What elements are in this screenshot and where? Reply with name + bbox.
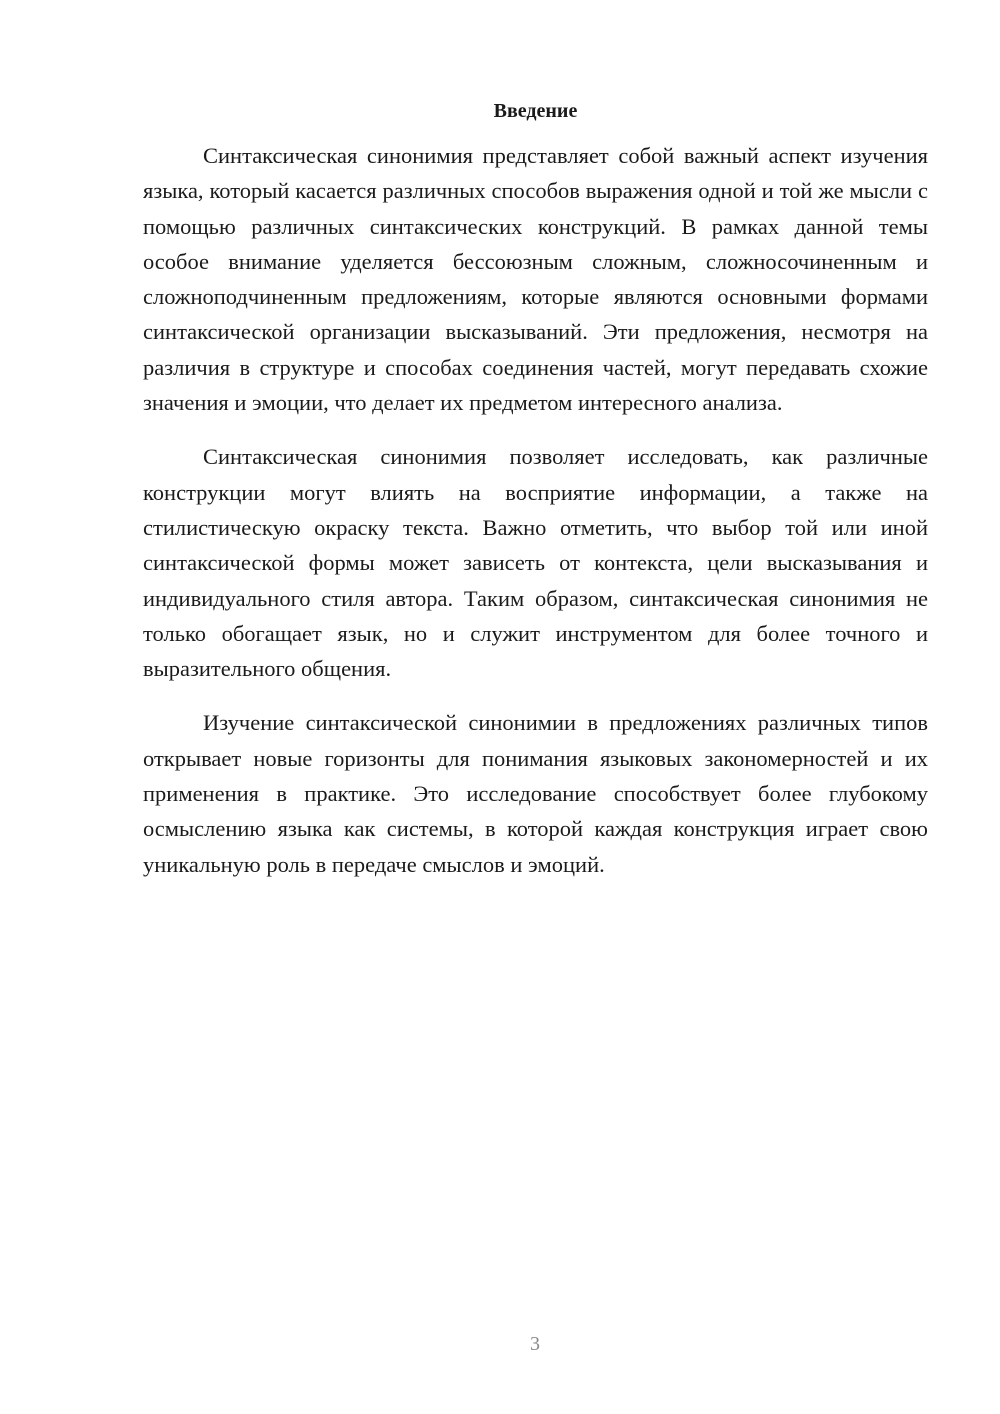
paragraph-1: Синтаксическая синонимия представляет собой важный аспект изучения языка, который касается различных способов выражения одной и той же мысли с помощью различных синтаксических конструкций. В рамках данной темы особое внимание уделяется бессоюзным сложным, сложносочиненным и сложноподчиненным предложениям, которые являются основными формами синтаксической организации высказываний. Эти предложения, несмотря на различия в структуре и способах соединения частей, могут передавать схожие значения и эмоции, что делает их предметом интересного анализа. xyxy=(143,143,928,416)
paragraph-2: Синтаксическая синонимия позволяет исследовать, как различные конструкции могут влиять на восприятие информации, а также на стилистическую окраску текста. Важно отметить, что выбор той или иной синтаксической формы может зависеть от контекста, цели высказывания и индивидуального стиля автора. Таким образом, синтаксическая синонимия не только обогащает язык, но и служит инструментом для более точного и выразительного общения. xyxy=(143,444,928,682)
paragraph-3: Изучение синтаксической синонимии в предложениях различных типов открывает новые горизонты для понимания языковых закономерностей и их применения в практике. Это исследование способствует более глубокому осмыслению языка как системы, в которой каждая конструкция играет свою уникальную роль в передаче смыслов и эмоций. xyxy=(143,710,928,877)
page-number: 3 xyxy=(530,1333,540,1355)
page-content xyxy=(143,96,928,901)
section-title: Введение xyxy=(493,100,578,122)
